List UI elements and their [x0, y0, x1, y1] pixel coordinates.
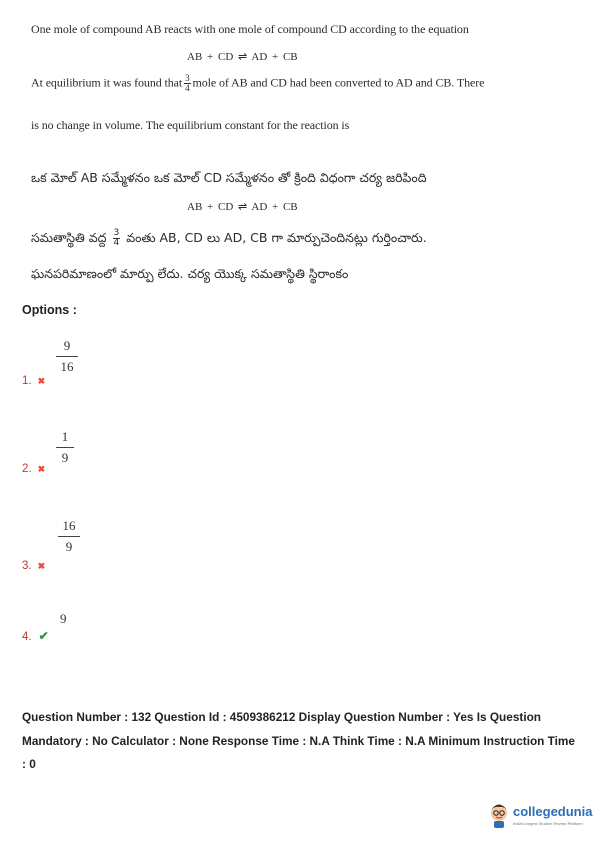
question-en-line2-post: mole of AB and CD had been converted to AD and CB. There — [192, 75, 485, 90]
fraction-three-quarters-te: $\frac{3}{4}$ — [113, 228, 120, 248]
question-en-line2-pre: At equilibrium it was found that — [31, 75, 183, 90]
question-en-equation: AB + CD ⇌ AD + CB — [187, 51, 298, 63]
question-te-line3: ఘనపరిమాణంలో మార్పు లేదు. చర్య యొక్క సమతాస్థితి స్థిరాంకం — [31, 266, 349, 281]
question-meta: Question Number : 132 Question Id : 4509386212 Display Question Number : Yes Is Question Mandatory : No Calculator : None Response Time : N.A Think Time : N.A Minimum Instruction Time : 0 — [22, 710, 575, 771]
fraction-three-quarters: $\frac{3}{4}$ — [185, 73, 190, 93]
option-2[interactable] — [22, 459, 45, 477]
question-te-line2-pre: సమతాస్థితి వద్ద — [31, 230, 107, 245]
option-4-value: 9 — [60, 611, 67, 626]
logo-wordmark: collegedunia — [513, 804, 593, 819]
options-heading: Options : — [22, 303, 77, 317]
wrong-mark-icon: ✖ — [37, 464, 46, 474]
option-4[interactable] — [22, 627, 49, 645]
question-en-line2 — [31, 74, 484, 93]
option-4-number: 4. — [22, 631, 32, 643]
correct-check-icon: ✔ — [38, 629, 49, 643]
question-te-line1: ఒక మోల్ AB సమ్మేళనం ఒక మోల్ CD సమ్మేళనం తో క్రింది విధంగా చర్య జరిపింది — [31, 170, 427, 185]
question-te-line2 — [31, 229, 427, 249]
option-1-number: 1. — [22, 375, 32, 387]
option-3-fraction: $\frac{16}{9}$ — [58, 518, 80, 555]
wrong-mark-icon: ✖ — [37, 561, 46, 571]
collegedunia-logo — [488, 799, 593, 833]
option-3-number: 3. — [22, 560, 32, 572]
question-en-line3: is no change in volume. The equilibrium constant for the reaction is — [31, 118, 350, 132]
wrong-mark-icon: ✖ — [37, 376, 46, 386]
mascot-icon — [488, 801, 510, 829]
logo-tagline: India's largest Student Review Platform — [513, 821, 583, 826]
option-2-number: 2. — [22, 463, 32, 475]
question-te-line2-post: వంతు AB, CD లు AD, CB గా మార్పుచెందినట్లు గుర్తించారు. — [126, 230, 427, 245]
option-3[interactable] — [22, 556, 45, 574]
option-2-fraction: $\frac{1}{9}$ — [56, 429, 74, 466]
question-en-line1: One mole of compound AB reacts with one mole of compound CD according to the equation — [31, 22, 469, 36]
option-1[interactable] — [22, 371, 45, 389]
option-1-fraction: $\frac{9}{16}$ — [56, 338, 78, 375]
question-te-equation: AB + CD ⇌ AD + CB — [187, 201, 298, 213]
